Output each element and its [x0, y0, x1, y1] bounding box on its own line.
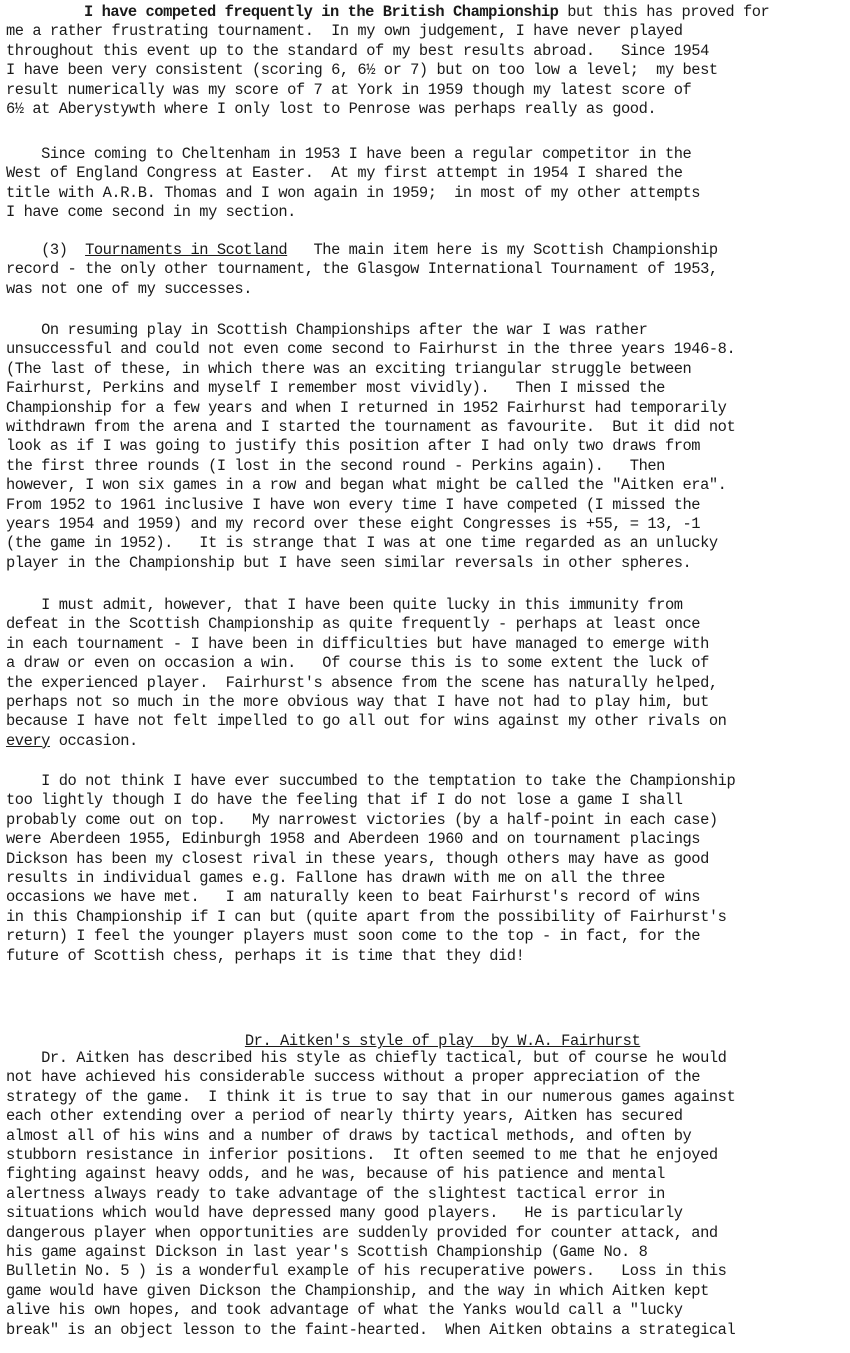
text-line: (The last of these, in which there was an exciting triangular struggle between: [6, 359, 692, 378]
text-line: record - the only other tournament, the Glasgow International Tournament of 1953,: [6, 260, 718, 279]
text-line: years 1954 and 1959) and my record over these eight Congresses is +55, = 13, -1: [6, 515, 701, 534]
bold-lead-text: I have competed frequently in the British Championship: [84, 3, 559, 21]
text-line: game would have given Dickson the Championship, and the way in which Aitken kept: [6, 1281, 709, 1300]
text-line: perhaps not so much in the more obvious way that I have not had to play him, but: [6, 693, 709, 712]
text-line: in each tournament - I have been in difficulties but have managed to emerge with: [6, 634, 709, 653]
text-line: his game against Dickson in last year's Scottish Championship (Game No. 8: [6, 1243, 648, 1262]
text-line-rest: The main item here is my Scottish Championship: [287, 241, 718, 259]
text-line: almost all of his wins and a number of draws by tactical methods, and often by: [6, 1126, 692, 1145]
text-line: Fairhurst, Perkins and myself I remember most vividly). Then I missed the: [6, 379, 665, 398]
text-line: the experienced player. Fairhurst's absence from the scene has naturally helped,: [6, 673, 718, 692]
text-line: situations which would have depressed many good players. He is particularly: [6, 1204, 683, 1223]
text-line: break" is an object lesson to the faint-hearted. When Aitken obtains a strategical: [6, 1320, 736, 1339]
paragraph-west-of-england: [6, 145, 846, 223]
section-title-underlined: Tournaments in Scotland: [85, 241, 288, 259]
paragraph-british-championship: [6, 3, 846, 119]
text-line: me a rather frustrating tournament. In my own judgement, I have never played: [6, 22, 683, 41]
text-line: fighting against heavy odds, and he was, because of his patience and mental: [6, 1165, 665, 1184]
text-line: I have come second in my section.: [6, 203, 296, 222]
text-line-rest: but this has proved for: [558, 3, 770, 21]
paragraph-immunity-from-defeat: [6, 596, 846, 751]
text-line: Since coming to Cheltenham in 1953 I have been a regular competitor in the: [6, 145, 692, 163]
text-line: because I have not felt impelled to go all out for wins against my other rivals on: [6, 712, 727, 731]
text-line: stubborn resistance in inferior positions. It often seemed to me that he enjoyed: [6, 1146, 718, 1165]
text-line: Bulletin No. 5 ) is a wonderful example of his recuperative powers. Loss in this: [6, 1262, 727, 1281]
text-line: occasions we have met. I am naturally keen to beat Fairhurst's record of wins: [6, 888, 701, 907]
text-line: I have been very consistent (scoring 6, 6½ or 7) but on too low a level; my best: [6, 61, 718, 80]
text-line: (the game in 1952). It is strange that I was at one time regarded as an unlucky: [6, 534, 718, 553]
text-line: results in individual games e.g. Fallone has drawn with me on all the three: [6, 869, 665, 888]
text-line: I do not think I have ever succumbed to the temptation to take the Championship: [6, 772, 736, 790]
text-line: alive his own hopes, and took advantage of what the Yanks would call a "lucky: [6, 1301, 683, 1320]
text-line: each other extending over a period of nearly thirty years, Aitken has secured: [6, 1107, 683, 1126]
text-line: probably come out on top. My narrowest victories (by a half-point in each case): [6, 810, 718, 829]
text-line: West of England Congress at Easter. At my first attempt in 1954 I shared the: [6, 164, 683, 183]
text-line: On resuming play in Scottish Championships after the war I was rather: [6, 321, 648, 339]
paragraph-tournaments-in-scotland: [6, 241, 846, 299]
text-line: [6, 241, 846, 260]
text-line: the first three rounds (I lost in the second round - Perkins again). Then: [6, 456, 665, 475]
text-line: alertness always ready to take advantage of the slightest tactical error in: [6, 1184, 665, 1203]
text-line: look as if I was going to justify this position after I had only two draws from: [6, 437, 701, 456]
text-line: I must admit, however, that I have been quite lucky in this immunity from: [6, 596, 683, 614]
text-line: strategy of the game. I think it is true to say that in our numerous games against: [6, 1087, 736, 1106]
text-line: defeat in the Scottish Championship as quite frequently - perhaps at least once: [6, 615, 701, 634]
text-line: in this Championship if I can but (quite apart from the possibility of Fairhurst's: [6, 907, 727, 926]
section-heading-text: Dr. Aitken's style of play by W.A. Fairhurst: [244, 1032, 641, 1051]
text-line: dangerous player when opportunities are suddenly provided for counter attack, and: [6, 1223, 718, 1242]
text-line: a draw or even on occasion a win. Of course this is to some extent the luck of: [6, 654, 709, 673]
text-line: not have achieved his considerable success without a proper appreciation of the: [6, 1068, 701, 1087]
text-line: withdrawn from the arena and I started the tournament as favourite. But it did not: [6, 418, 736, 437]
text-line: player in the Championship but I have seen similar reversals in other spheres.: [6, 553, 692, 572]
emphasis-underlined: every: [6, 731, 50, 750]
text-line: From 1952 to 1961 inclusive I have won every time I have competed (I missed the: [6, 495, 701, 514]
text-line: too lightly though I do have the feeling that if I do not lose a game I shall: [6, 791, 683, 810]
text-line: throughout this event up to the standard of my best results abroad. Since 1954: [6, 41, 709, 60]
text-line: however, I won six games in a row and began what might be called the "Aitken era".: [6, 476, 727, 495]
text-line: 6½ at Aberystywth where I only lost to Penrose was perhaps really as good.: [6, 100, 657, 119]
section-number: (3): [6, 241, 86, 259]
text-line: Dickson has been my closest rival in these years, though others may have as good: [6, 849, 709, 868]
paragraph-scottish-championships: [6, 321, 846, 573]
text-line: [6, 3, 846, 22]
text-line: title with A.R.B. Thomas and I won again in 1959; in most of my other attempts: [6, 183, 701, 202]
text-line: Dr. Aitken has described his style as chiefly tactical, but of course he would: [6, 1049, 727, 1067]
text-line: result numerically was my score of 7 at York in 1959 though my latest score of: [6, 80, 692, 99]
text-line: future of Scottish chess, perhaps it is time that they did!: [6, 946, 525, 965]
text-line: [6, 732, 846, 751]
text-line: were Aberdeen 1955, Edinburgh 1958 and Aberdeen 1960 and on tournament placings: [6, 830, 701, 849]
text-line: return) I feel the younger players must soon come to the top - in fact, for the: [6, 927, 701, 946]
paragraph-aitken-style: [6, 1049, 846, 1340]
text-line: unsuccessful and could not even come second to Fairhurst in the three years 1946-8.: [6, 340, 736, 359]
paragraph-temptation: [6, 772, 846, 966]
text-line-rest: occasion.: [49, 731, 138, 750]
text-line: Championship for a few years and when I returned in 1952 Fairhurst had temporarily: [6, 398, 727, 417]
text-line: was not one of my successes.: [6, 279, 253, 298]
